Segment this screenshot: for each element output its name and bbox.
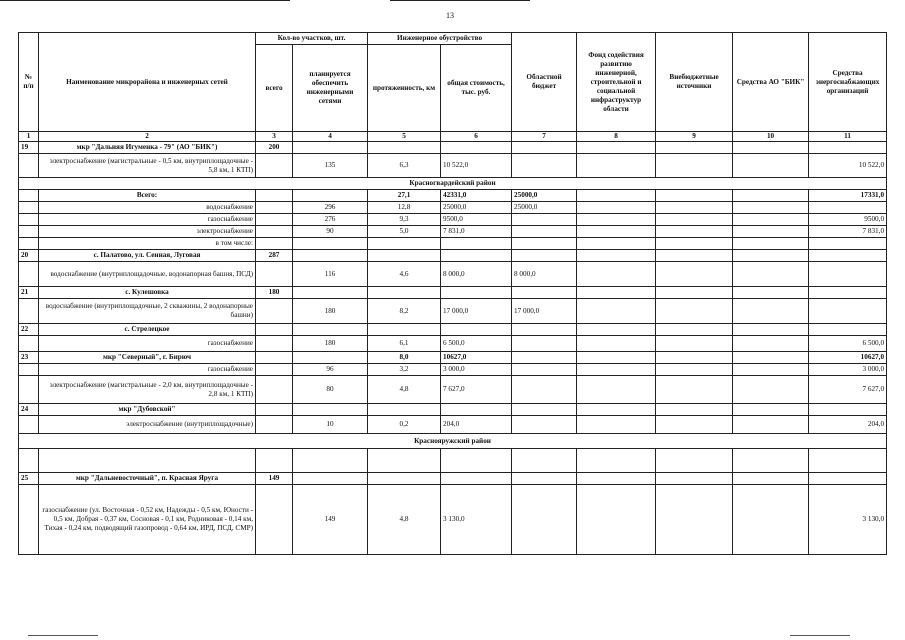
row-bik (733, 364, 809, 376)
empty-cell (577, 449, 656, 473)
row-plots-total: 287 (256, 250, 293, 262)
row-regional-budget: 25000,0 (512, 202, 577, 214)
row-length: 3,2 (368, 364, 441, 376)
row-num (19, 238, 39, 250)
row-cost: 9500,0 (441, 214, 512, 226)
row-name: водоснабжение (внутриплощадочные, водонапорная башня, ПСД) (39, 262, 256, 287)
row-name: электроснабжение (магистральные - 2,0 км, внутриплощадочные - 2,8 км, 1 КТП) (39, 376, 256, 404)
row-num: 24 (19, 404, 39, 416)
row-regional-budget: 25000,0 (512, 190, 577, 202)
header-engineering-group: Инженерное обустройство (368, 33, 512, 45)
row-bik (733, 299, 809, 324)
row-cost: 42331,0 (441, 190, 512, 202)
row-plots-planned (293, 404, 368, 416)
row-num: 21 (19, 287, 39, 299)
row-name: газоснабжение (ул. Восточная - 0,52 км, Надежды - 0,5 км, Юности - 0,5 км, Добрая - 0,37 км, Сосновая - 0,1 км, Родниковая - 0,14 км, Тихая - 0,24 км, подводящий газопровод - 0,64 км, ИРД, ПСД, СМР) (39, 485, 256, 555)
row-cost: 10627,0 (441, 352, 512, 364)
table-row (19, 336, 887, 352)
row-name: электроснабжение (39, 226, 256, 238)
row-energy: 7 831,0 (809, 226, 887, 238)
row-regional-budget (512, 287, 577, 299)
row-length: 4,6 (368, 262, 441, 287)
row-num: 23 (19, 352, 39, 364)
row-plots-planned: 296 (293, 202, 368, 214)
row-extrabudget (656, 299, 733, 324)
row-plots-planned (293, 352, 368, 364)
column-number: 8 (577, 132, 656, 142)
row-plots-total (256, 202, 293, 214)
table-row (19, 154, 887, 178)
column-number: 4 (293, 132, 368, 142)
row-fund (577, 324, 656, 336)
table-row (19, 287, 887, 299)
header-plots-planned: планируется обеспечить инженерными сетями (293, 45, 368, 132)
row-fund (577, 262, 656, 287)
row-regional-budget (512, 416, 577, 434)
row-cost (441, 324, 512, 336)
row-plots-total (256, 226, 293, 238)
region-row (19, 178, 887, 190)
row-energy (809, 262, 887, 287)
header-fund: Фонд содействия развитию инженерной, строительной и социальной инфраструктур области (577, 33, 656, 132)
row-name: в том числе: (39, 238, 256, 250)
bottom-edge-line-right (790, 635, 850, 636)
row-length (368, 473, 441, 485)
row-name: с. Палатово, ул. Сенная, Луговая (39, 250, 256, 262)
row-plots-planned: 10 (293, 416, 368, 434)
row-cost: 10 522,0 (441, 154, 512, 178)
row-regional-budget (512, 404, 577, 416)
row-bik (733, 324, 809, 336)
row-plots-total (256, 154, 293, 178)
row-extrabudget (656, 473, 733, 485)
row-fund (577, 336, 656, 352)
row-plots-total: 149 (256, 473, 293, 485)
row-num (19, 376, 39, 404)
row-plots-planned: 80 (293, 376, 368, 404)
header-bik: Средства АО "БИК" (733, 33, 809, 132)
column-number: 5 (368, 132, 441, 142)
row-plots-planned: 116 (293, 262, 368, 287)
table-row (19, 299, 887, 324)
row-regional-budget (512, 473, 577, 485)
row-num (19, 226, 39, 238)
empty-cell (733, 449, 809, 473)
header-extrabudget: Внебюджетные источники (656, 33, 733, 132)
row-plots-total (256, 262, 293, 287)
row-fund (577, 376, 656, 404)
row-name: мкр "Дальневосточный", п. Красная Яруга (39, 473, 256, 485)
empty-cell (39, 449, 256, 473)
row-fund (577, 404, 656, 416)
row-bik (733, 336, 809, 352)
row-plots-total (256, 214, 293, 226)
row-plots-total (256, 404, 293, 416)
header-eng-length: протяженность, км (368, 45, 441, 132)
row-energy: 9500,0 (809, 214, 887, 226)
row-name: газоснабжение (39, 336, 256, 352)
row-plots-total (256, 238, 293, 250)
row-num: 19 (19, 142, 39, 154)
row-plots-total (256, 352, 293, 364)
header-eng-cost: общая стоимость, тыс. руб. (441, 45, 512, 132)
row-bik (733, 404, 809, 416)
row-length: 5,0 (368, 226, 441, 238)
row-length (368, 404, 441, 416)
empty-cell (256, 449, 293, 473)
table-row (19, 142, 887, 154)
empty-cell (19, 449, 39, 473)
row-cost: 6 500,0 (441, 336, 512, 352)
empty-row (19, 449, 887, 473)
empty-cell (293, 449, 368, 473)
row-regional-budget (512, 250, 577, 262)
row-num (19, 190, 39, 202)
row-plots-total (256, 299, 293, 324)
row-num (19, 299, 39, 324)
row-plots-planned (293, 238, 368, 250)
row-extrabudget (656, 214, 733, 226)
column-number: 10 (733, 132, 809, 142)
row-length: 6,1 (368, 336, 441, 352)
region-row (19, 434, 887, 449)
column-number: 11 (809, 132, 887, 142)
row-num (19, 202, 39, 214)
top-edge-line-right (390, 0, 530, 1)
row-name: электроснабжение (магистральные - 0,5 км, внутриплощадочные - 5,8 км, 1 КТП) (39, 154, 256, 178)
row-cost (441, 287, 512, 299)
region-title: Краснояружский район (19, 434, 887, 449)
table-row (19, 376, 887, 404)
row-energy (809, 404, 887, 416)
row-energy (809, 250, 887, 262)
row-fund (577, 485, 656, 555)
row-bik (733, 190, 809, 202)
row-length: 4,8 (368, 485, 441, 555)
row-length: 9,3 (368, 214, 441, 226)
row-energy: 17331,0 (809, 190, 887, 202)
row-length: 27,1 (368, 190, 441, 202)
row-regional-budget (512, 336, 577, 352)
column-number-row (19, 132, 887, 142)
header-plots-group: Кол-во участков, шт. (256, 33, 368, 45)
row-num (19, 214, 39, 226)
row-cost: 204,0 (441, 416, 512, 434)
row-length: 8,2 (368, 299, 441, 324)
row-extrabudget (656, 238, 733, 250)
row-energy (809, 287, 887, 299)
table-row (19, 238, 887, 250)
row-extrabudget (656, 416, 733, 434)
row-fund (577, 250, 656, 262)
column-number: 3 (256, 132, 293, 142)
row-fund (577, 299, 656, 324)
row-regional-budget (512, 154, 577, 178)
row-bik (733, 473, 809, 485)
row-plots-total (256, 190, 293, 202)
row-bik (733, 226, 809, 238)
row-regional-budget (512, 214, 577, 226)
row-cost: 25000,0 (441, 202, 512, 214)
row-name: мкр "Северный", г. Бирюч (39, 352, 256, 364)
row-num: 25 (19, 473, 39, 485)
table-row (19, 473, 887, 485)
row-plots-total (256, 485, 293, 555)
row-fund (577, 287, 656, 299)
row-energy (809, 202, 887, 214)
row-energy (809, 299, 887, 324)
row-bik (733, 262, 809, 287)
row-bik (733, 287, 809, 299)
row-fund (577, 202, 656, 214)
row-cost: 17 000,0 (441, 299, 512, 324)
row-cost (441, 238, 512, 250)
row-regional-budget (512, 485, 577, 555)
row-plots-planned: 180 (293, 299, 368, 324)
empty-cell (656, 449, 733, 473)
row-length (368, 142, 441, 154)
column-number: 2 (39, 132, 256, 142)
row-bik (733, 376, 809, 404)
row-plots-planned: 180 (293, 336, 368, 352)
row-extrabudget (656, 262, 733, 287)
row-name: с. Стрелецкое (39, 324, 256, 336)
row-regional-budget (512, 142, 577, 154)
row-bik (733, 142, 809, 154)
row-name: мкр "Дубовской" (39, 404, 256, 416)
row-name: мкр "Дальняя Игуменка - 79" (АО "БИК") (39, 142, 256, 154)
row-fund (577, 190, 656, 202)
column-number: 6 (441, 132, 512, 142)
table-row (19, 416, 887, 434)
row-extrabudget (656, 404, 733, 416)
row-fund (577, 364, 656, 376)
row-num (19, 364, 39, 376)
table-row (19, 202, 887, 214)
row-extrabudget (656, 287, 733, 299)
row-name: газоснабжение (39, 364, 256, 376)
row-length (368, 238, 441, 250)
table-row (19, 324, 887, 336)
row-plots-planned: 90 (293, 226, 368, 238)
row-plots-total: 180 (256, 287, 293, 299)
row-extrabudget (656, 376, 733, 404)
row-num: 22 (19, 324, 39, 336)
row-extrabudget (656, 226, 733, 238)
row-energy: 10 522,0 (809, 154, 887, 178)
row-fund (577, 214, 656, 226)
row-regional-budget (512, 324, 577, 336)
row-bik (733, 485, 809, 555)
row-regional-budget (512, 364, 577, 376)
row-bik (733, 214, 809, 226)
row-fund (577, 352, 656, 364)
row-plots-planned (293, 287, 368, 299)
row-plots-planned (293, 473, 368, 485)
row-num (19, 416, 39, 434)
row-extrabudget (656, 485, 733, 555)
empty-cell (441, 449, 512, 473)
table-row (19, 364, 887, 376)
row-regional-budget (512, 226, 577, 238)
row-cost: 7 831,0 (441, 226, 512, 238)
row-cost: 3 130,0 (441, 485, 512, 555)
row-energy: 10627,0 (809, 352, 887, 364)
row-length (368, 324, 441, 336)
row-extrabudget (656, 154, 733, 178)
row-energy: 204,0 (809, 416, 887, 434)
row-name: с. Кулешовка (39, 287, 256, 299)
table-row (19, 226, 887, 238)
row-cost: 8 000,0 (441, 262, 512, 287)
row-cost (441, 250, 512, 262)
row-num (19, 154, 39, 178)
row-energy (809, 473, 887, 485)
row-plots-planned (293, 324, 368, 336)
row-energy: 3 000,0 (809, 364, 887, 376)
row-extrabudget (656, 202, 733, 214)
row-length (368, 250, 441, 262)
header-energy: Средства энергоснабжающих организаций (809, 33, 887, 132)
header-regional-budget: Областной бюджет (512, 33, 577, 132)
row-name: Всего: (39, 190, 256, 202)
row-energy: 6 500,0 (809, 336, 887, 352)
table-row (19, 485, 887, 555)
row-extrabudget (656, 364, 733, 376)
row-bik (733, 352, 809, 364)
region-title: Красногвардейский район (19, 178, 887, 190)
table-body (19, 33, 887, 555)
row-length: 4,8 (368, 376, 441, 404)
row-plots-total (256, 416, 293, 434)
row-cost (441, 142, 512, 154)
empty-cell (368, 449, 441, 473)
row-energy (809, 238, 887, 250)
row-extrabudget (656, 190, 733, 202)
row-name: электроснабжение (внутриплощадочные) (39, 416, 256, 434)
row-length: 12,8 (368, 202, 441, 214)
empty-cell (809, 449, 887, 473)
header-plots-total: всего (256, 45, 293, 132)
row-num: 20 (19, 250, 39, 262)
row-cost: 3 000,0 (441, 364, 512, 376)
page-number: 13 (446, 11, 454, 20)
row-plots-planned: 149 (293, 485, 368, 555)
bottom-edge-line-left (28, 635, 98, 636)
top-edge-line-left (0, 0, 290, 1)
row-plots-total: 200 (256, 142, 293, 154)
row-regional-budget (512, 238, 577, 250)
row-energy: 3 130,0 (809, 485, 887, 555)
engineering-networks-table (18, 32, 887, 555)
row-bik (733, 416, 809, 434)
row-fund (577, 238, 656, 250)
row-bik (733, 250, 809, 262)
row-extrabudget (656, 352, 733, 364)
row-name: газоснабжение (39, 214, 256, 226)
table-row (19, 190, 887, 202)
row-cost: 7 627,0 (441, 376, 512, 404)
row-num (19, 262, 39, 287)
row-length: 0,2 (368, 416, 441, 434)
row-plots-planned (293, 250, 368, 262)
row-regional-budget: 8 000,0 (512, 262, 577, 287)
row-num (19, 336, 39, 352)
column-number: 7 (512, 132, 577, 142)
row-plots-total (256, 324, 293, 336)
row-name: водоснабжение (внутриплощадочные, 2 скважины, 2 водонапорные башни) (39, 299, 256, 324)
column-number: 9 (656, 132, 733, 142)
row-name: водоснабжение (39, 202, 256, 214)
table-row (19, 404, 887, 416)
empty-cell (512, 449, 577, 473)
table-row (19, 262, 887, 287)
row-fund (577, 416, 656, 434)
row-extrabudget (656, 336, 733, 352)
row-plots-planned (293, 190, 368, 202)
row-plots-total (256, 376, 293, 404)
row-length (368, 287, 441, 299)
row-regional-budget (512, 376, 577, 404)
row-extrabudget (656, 142, 733, 154)
row-cost (441, 404, 512, 416)
row-fund (577, 473, 656, 485)
row-num (19, 485, 39, 555)
table-row (19, 352, 887, 364)
row-energy (809, 324, 887, 336)
header-name: Наименование микрорайона и инженерных сетей (39, 33, 256, 132)
table-row (19, 250, 887, 262)
column-number: 1 (19, 132, 39, 142)
row-energy (809, 142, 887, 154)
row-fund (577, 142, 656, 154)
row-extrabudget (656, 250, 733, 262)
row-cost (441, 473, 512, 485)
row-fund (577, 226, 656, 238)
row-regional-budget (512, 352, 577, 364)
row-plots-planned: 135 (293, 154, 368, 178)
row-energy: 7 627,0 (809, 376, 887, 404)
row-bik (733, 154, 809, 178)
row-regional-budget: 17 000,0 (512, 299, 577, 324)
table-row (19, 214, 887, 226)
row-plots-planned (293, 142, 368, 154)
row-bik (733, 238, 809, 250)
row-length: 6,3 (368, 154, 441, 178)
row-length: 8,0 (368, 352, 441, 364)
row-plots-planned: 276 (293, 214, 368, 226)
row-fund (577, 154, 656, 178)
row-plots-total (256, 364, 293, 376)
row-plots-total (256, 336, 293, 352)
row-plots-planned: 96 (293, 364, 368, 376)
row-extrabudget (656, 324, 733, 336)
header-num: № п/п (19, 33, 39, 132)
row-bik (733, 202, 809, 214)
